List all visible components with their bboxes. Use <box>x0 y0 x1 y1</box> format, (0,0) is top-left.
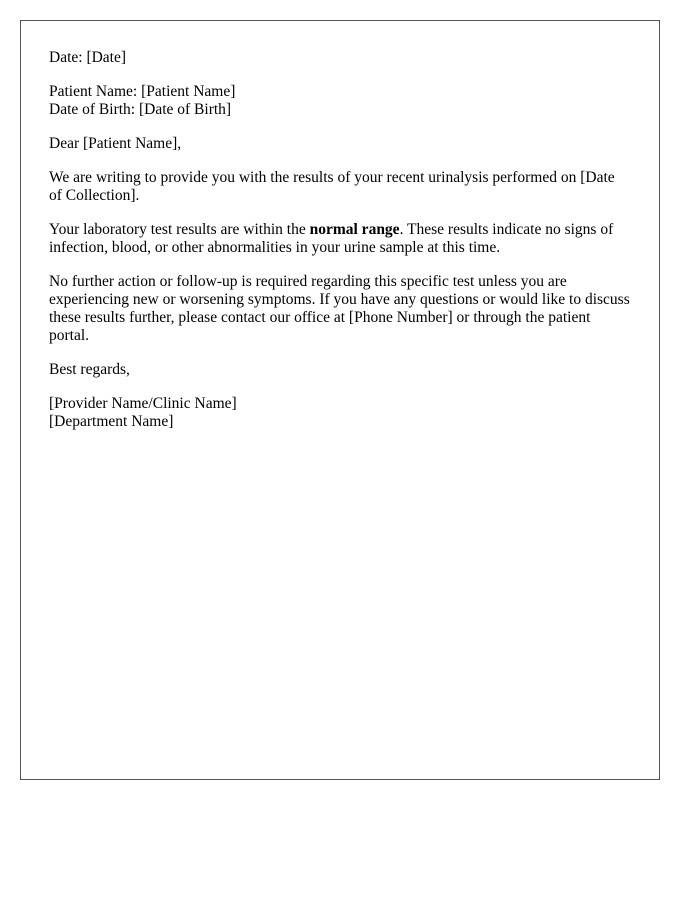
results-text-before: Your laboratory test results are within the <box>49 221 310 238</box>
signature-provider: [Provider Name/Clinic Name] <box>49 395 237 412</box>
results-paragraph <box>49 221 631 257</box>
patient-info <box>49 83 631 119</box>
signature-department: [Department Name] <box>49 413 174 430</box>
signature-block <box>49 395 631 431</box>
letter-page <box>20 20 660 780</box>
results-text-after: . These results indicate no signs of infection, blood, or other abnormalities in your urine sample at this time. <box>49 221 614 256</box>
intro-paragraph: We are writing to provide you with the results of your recent urinalysis performed on [Date of Collection]. <box>49 169 615 204</box>
date-line: Date: [Date] <box>49 49 127 66</box>
normal-range-emphasis: normal range <box>309 221 400 238</box>
closing: Best regards, <box>49 361 130 378</box>
date-of-birth-line: Date of Birth: [Date of Birth] <box>49 101 232 118</box>
salutation: Dear [Patient Name], <box>49 135 182 152</box>
followup-paragraph: No further action or follow-up is required regarding this specific test unless you are experiencing new or worsening symptoms. If you have any questions or would like to discuss these results further, please contact our office at [Phone Number] or through the patient portal. <box>49 273 630 344</box>
patient-name-line: Patient Name: [Patient Name] <box>49 83 236 100</box>
